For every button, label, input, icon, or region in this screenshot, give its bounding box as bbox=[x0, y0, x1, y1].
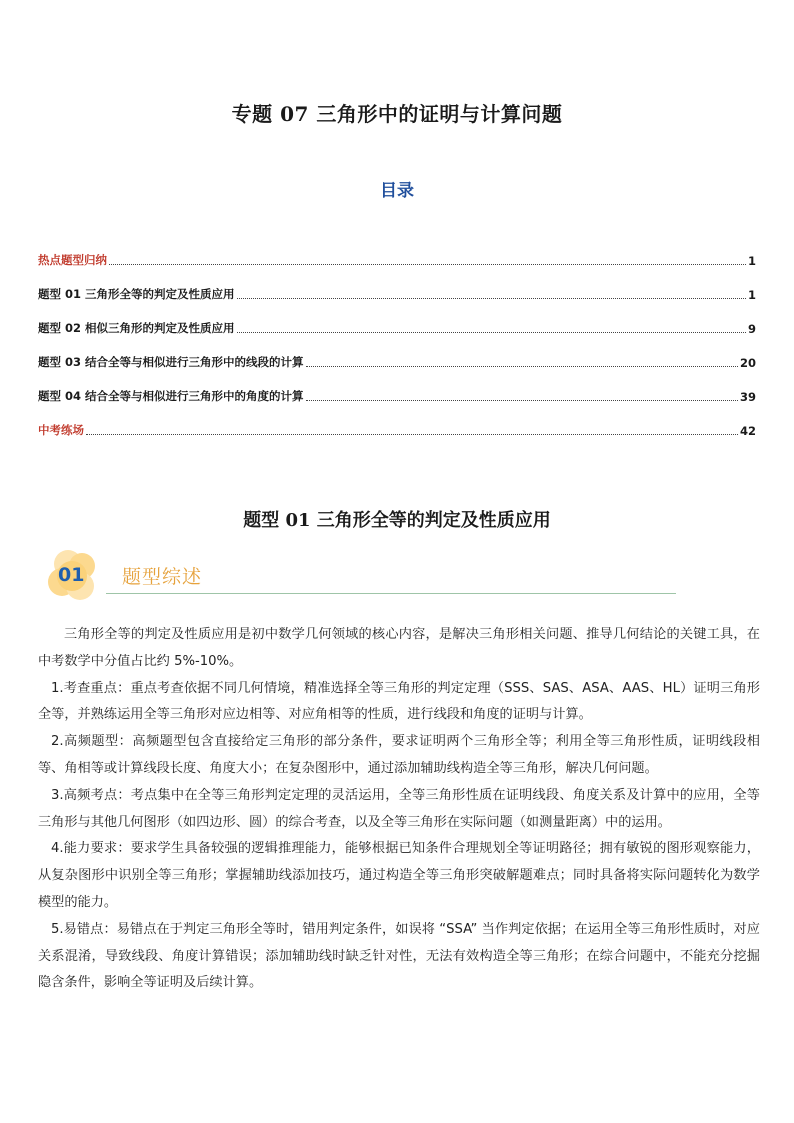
toc-item-label: 题型 04 结合全等与相似进行三角形中的角度的计算 bbox=[38, 389, 304, 403]
paragraph: 5.易错点：易错点在于判定三角形全等时，错用判定条件，如误将 “SSA” 当作判定依据；在运用全等三角形性质时，对应关系混淆，导致线段、角度计算错误；添加辅助线时缺乏针对性，无法有效构造全等三角形；在综合问题中，不能充分挖掘隐含条件，影响全等证明及后续计算。 bbox=[38, 921, 760, 991]
toc-item-type-03[interactable] bbox=[38, 336, 756, 370]
toc-item-page: 9 bbox=[747, 322, 756, 336]
toc-item-page: 1 bbox=[747, 254, 756, 268]
toc-item-label: 中考练场 bbox=[38, 423, 84, 437]
toc-leader-dots bbox=[86, 433, 738, 435]
toc-item-label: 题型 02 相似三角形的判定及性质应用 bbox=[38, 321, 235, 335]
paragraph: 3.高频考点：考点集中在全等三角形判定定理的灵活运用，全等三角形性质在证明线段、角度关系及计算中的应用，全等三角形与其他几何图形（如四边形、圆）的综合考查，以及全等三角形在实际问题（如测量距离）中的运用。 bbox=[38, 787, 760, 830]
toc-item-label: 题型 03 结合全等与相似进行三角形中的线段的计算 bbox=[38, 355, 304, 369]
toc-item-exam-practice[interactable] bbox=[38, 404, 756, 438]
toc-item-type-04[interactable] bbox=[38, 370, 756, 404]
paragraph: 1.考查重点：重点考查依据不同几何情境，精准选择全等三角形的判定定理（SSS、SAS、ASA、AAS、HL）证明三角形全等，并熟练运用全等三角形对应边相等、对应角相等的性质，进行线段和角度的证明与计算。 bbox=[38, 680, 760, 723]
toc-item-label: 题型 01 三角形全等的判定及性质应用 bbox=[38, 287, 235, 301]
banner-underline bbox=[106, 593, 676, 594]
banner-number: 01 bbox=[58, 564, 85, 586]
toc-item-type-02[interactable] bbox=[38, 302, 756, 336]
toc-item-page: 39 bbox=[739, 390, 756, 404]
toc-leader-dots bbox=[109, 263, 746, 265]
banner-label: 题型综述 bbox=[122, 566, 203, 588]
toc-leader-dots bbox=[237, 297, 746, 299]
toc-item-page: 1 bbox=[747, 288, 756, 302]
paragraph: 三角形全等的判定及性质应用是初中数学几何领域的核心内容，是解决三角形相关问题、推导几何结论的关键工具，在中考数学中分值占比约 5%-10%。 bbox=[38, 627, 760, 669]
page-title: 专题 07 三角形中的证明与计算问题 bbox=[231, 102, 563, 126]
toc-item-page: 20 bbox=[739, 356, 756, 370]
table-of-contents bbox=[38, 234, 756, 438]
section-banner bbox=[44, 548, 644, 604]
toc-heading: 目录 bbox=[380, 181, 414, 201]
paragraph: 4.能力要求：要求学生具备较强的逻辑推理能力，能够根据已知条件合理规划全等证明路径；拥有敏锐的图形观察能力，从复杂图形中识别全等三角形；掌握辅助线添加技巧，通过构造全等三角形突破解题难点；同时具备将实际问题转化为数学模型的能力。 bbox=[38, 841, 760, 910]
overview-text bbox=[38, 622, 760, 997]
toc-item-hot-topics[interactable] bbox=[38, 234, 756, 268]
paragraph: 2.高频题型：高频题型包含直接给定三角形的部分条件，要求证明两个三角形全等；利用全等三角形性质，证明线段相等、角相等或计算线段长度、角度大小；在复杂图形中，通过添加辅助线构造全等三角形，解决几何问题。 bbox=[38, 734, 760, 776]
toc-item-page: 42 bbox=[739, 424, 756, 438]
section-title: 题型 01 三角形全等的判定及性质应用 bbox=[243, 510, 551, 531]
toc-leader-dots bbox=[306, 399, 738, 401]
toc-item-label: 热点题型归纳 bbox=[38, 253, 107, 267]
toc-item-type-01[interactable] bbox=[38, 268, 756, 302]
toc-leader-dots bbox=[306, 365, 738, 367]
toc-leader-dots bbox=[237, 331, 746, 333]
